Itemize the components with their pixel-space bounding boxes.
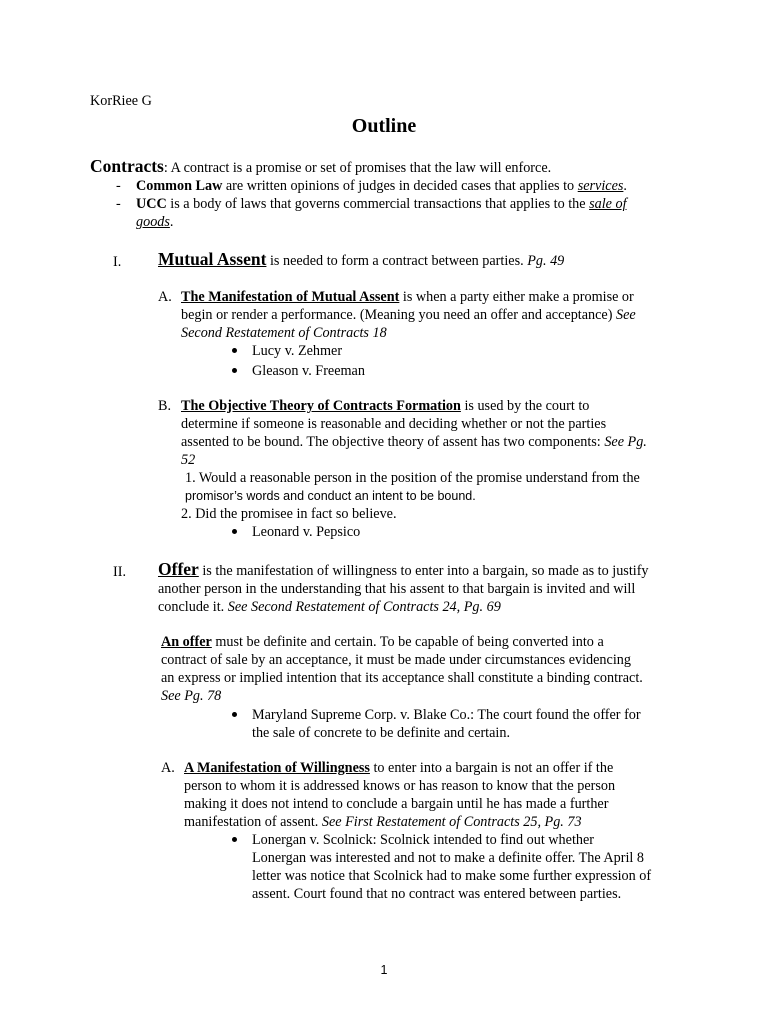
component-2: 2. Did the promisee in fact so believe.	[181, 506, 397, 522]
case-item-cont: Lonergan was interested and not to make a definite offer. The April 8	[252, 850, 645, 866]
ucc-item	[136, 195, 627, 213]
common-law-item	[136, 177, 627, 195]
text-line: determine if someone is reasonable and deciding whether or not the parties	[181, 416, 607, 432]
mutual-assent-term: Mutual Assent	[158, 249, 267, 269]
section-2-line3	[158, 598, 501, 616]
subsection-1b-line3	[181, 433, 647, 451]
case-item-cont: assent. Court found that no contract was entered between parties.	[252, 886, 622, 902]
contracts-definition	[90, 157, 551, 177]
subsection-label: A.	[161, 760, 175, 776]
sale-of-term: sale of	[589, 196, 627, 212]
text-line: manifestation of assent.	[184, 814, 322, 830]
case-item: Lonergan v. Scolnick: Scolnick intended to find out whether	[252, 832, 595, 848]
text-line: another person in the understanding that his assent to that bargain is invited and will	[158, 581, 636, 597]
case-item: Gleason v. Freeman	[252, 363, 365, 379]
text-line: must be definite and certain. To be capable of being converted into a	[211, 634, 604, 650]
ucc-text: is a body of laws that governs commercial transactions that applies to the	[166, 196, 590, 212]
see-ref: See	[616, 307, 636, 323]
subsection-2a-line4	[184, 813, 582, 831]
restatement-ref: See Second Restatement of Contracts 24, Pg. 69	[227, 599, 501, 615]
page-title: Outline	[351, 115, 417, 137]
subsection-label: B.	[158, 398, 172, 414]
component-1-cont: promisor’s words and conduct an intent to be bound.	[185, 489, 476, 503]
bullet-icon	[232, 529, 237, 534]
restatement-ref: See First Restatement of Contracts 25, Pg. 73	[321, 814, 582, 830]
text-line: making it does not intend to conclude a bargain until he has made a further	[184, 796, 609, 812]
text-line: is the manifestation of willingness to enter into a bargain, so made as to justify	[198, 563, 649, 579]
page-ref: See Pg. 78	[161, 688, 222, 704]
restatement-ref: Second Restatement of Contracts 18	[181, 325, 387, 341]
author-name: KorRiee G	[90, 93, 152, 109]
subsection-1a-line2	[181, 306, 636, 324]
manifestation-willingness-term: A Manifestation of Willingness	[184, 760, 370, 776]
goods-term: goods	[136, 214, 170, 230]
bullet-icon	[232, 348, 237, 353]
text-line: person to whom it is addressed knows or has reason to know that the person	[184, 778, 616, 794]
page-number: 1	[380, 963, 388, 977]
text-line: is used by the court to	[460, 398, 590, 414]
ucc-term: UCC	[136, 196, 167, 212]
text-line: conclude it.	[158, 599, 228, 615]
section-1-text: is needed to form a contract between parties.	[266, 253, 528, 269]
subsection-1a	[181, 288, 634, 306]
contracts-term: Contracts	[90, 156, 164, 176]
text-line: begin or render a performance. (Meaning you need an offer and acceptance)	[181, 307, 616, 323]
period: .	[623, 178, 627, 194]
text-line: to enter into a bargain is not an offer if the	[369, 760, 614, 776]
component-1: 1. Would a reasonable person in the position of the promise understand from the	[185, 470, 640, 486]
services-term: services	[577, 178, 624, 194]
period: .	[169, 214, 174, 230]
section-1-number: I.	[113, 254, 122, 270]
case-item-cont: letter was notice that Scolnick had to make some further expression of	[252, 868, 652, 884]
see-ref: See Pg.	[604, 434, 647, 450]
subsection-label: A.	[158, 289, 172, 305]
objective-theory-term: The Objective Theory of Contracts Formation	[181, 398, 461, 414]
section-2-number: II.	[113, 564, 126, 580]
ucc-item-cont	[136, 213, 173, 231]
offer-term: Offer	[158, 559, 199, 579]
dash-marker: -	[116, 196, 121, 212]
dash-marker: -	[116, 178, 121, 194]
section-1-ref: Pg. 49	[527, 253, 565, 269]
section-1-heading	[158, 250, 564, 270]
contracts-def-text: : A contract is a promise or set of promises that the law will enforce.	[163, 160, 552, 176]
section-2-heading	[158, 560, 649, 580]
an-offer-paragraph	[161, 633, 604, 651]
case-item: Maryland Supreme Corp. v. Blake Co.: The court found the offer for	[252, 707, 641, 723]
text-line: an express or implied intention that its acceptance shall constitute a binding contract.	[161, 670, 643, 686]
text-line: is when a party either make a promise or	[399, 289, 634, 305]
case-item: Leonard v. Pepsico	[252, 524, 361, 540]
text-line: contract of sale by an acceptance, it must be made under circumstances evidencing	[161, 652, 631, 668]
manifestation-mutual-assent-term: The Manifestation of Mutual Assent	[181, 289, 400, 305]
page-ref: 52	[181, 452, 196, 468]
subsection-2a	[184, 759, 613, 777]
an-offer-term: An offer	[161, 634, 212, 650]
common-law-term: Common Law	[136, 178, 223, 194]
bullet-icon	[232, 368, 237, 373]
common-law-text: are written opinions of judges in decided cases that applies to	[222, 178, 578, 194]
bullet-icon	[232, 712, 237, 717]
text-line: assented to be bound. The objective theory of assent has two components:	[181, 434, 605, 450]
subsection-1b	[181, 397, 589, 415]
case-item-cont: the sale of concrete to be definite and certain.	[252, 725, 511, 741]
case-item: Lucy v. Zehmer	[252, 343, 343, 359]
bullet-icon	[232, 837, 237, 842]
